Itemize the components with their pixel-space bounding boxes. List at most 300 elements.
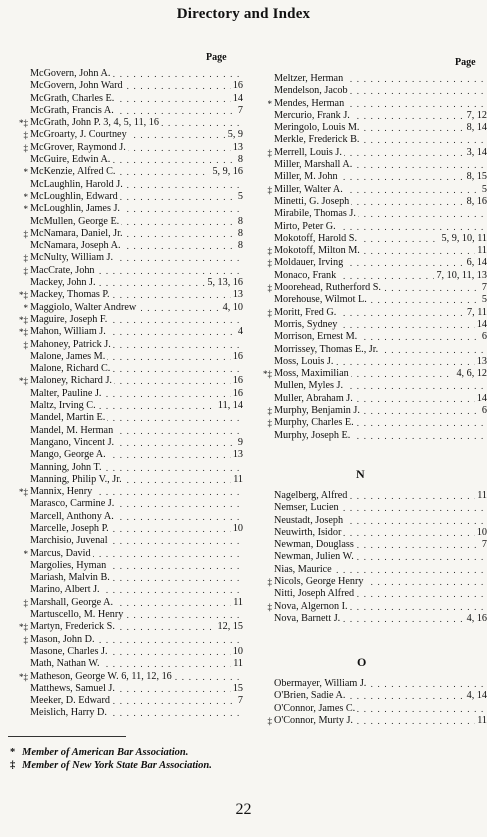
- page-column-label-left: Page: [206, 52, 227, 63]
- membership-mark: ‡: [23, 634, 28, 645]
- entry-name: Mangano, Vincent J.: [30, 436, 115, 448]
- entry-pages: 7, 10, 11, 13: [436, 269, 487, 281]
- entry-name: Nemser, Lucien: [274, 502, 339, 514]
- index-entry: [18, 412, 243, 424]
- entry-name: McNamara, Daniel, Jr.: [30, 227, 123, 239]
- entry-name: McLoughlin, Edward: [30, 190, 118, 202]
- entry-name: Nicols, George Henry: [274, 576, 364, 588]
- entry-name: McGovern, John Ward: [30, 80, 123, 92]
- index-entry: [18, 535, 243, 547]
- entry-pages: 13: [232, 289, 243, 301]
- index-entry: [262, 196, 487, 208]
- index-entry: [262, 233, 487, 245]
- index-entry: [18, 658, 243, 670]
- entry-name: McGrath, Francis A.: [30, 104, 114, 116]
- entry-pages: 4: [237, 326, 243, 338]
- entry-pages: 14: [232, 92, 243, 104]
- entry-name: McGrath, John P. 3, 4, 5, 11, 16: [30, 117, 159, 129]
- index-entry: [18, 117, 243, 129]
- entry-name: Margolies, Hyman: [30, 559, 107, 571]
- entry-name: Mackey, John J.: [30, 277, 96, 289]
- index-entry: [18, 105, 243, 117]
- section-n-list: [262, 490, 487, 625]
- entry-name: Morris, Sydney: [274, 318, 338, 330]
- index-entry: [18, 425, 243, 437]
- entry-name: McGuire, Edwin A.: [30, 154, 111, 166]
- index-entry: [262, 257, 487, 269]
- entry-pages: 8, 15: [466, 171, 487, 183]
- membership-mark: ‡: [267, 601, 272, 612]
- entry-name: Maloney, Richard J.: [30, 375, 112, 387]
- entry-name: Meeker, D. Edward: [30, 695, 110, 707]
- index-entry: [18, 80, 243, 92]
- index-entry: [18, 695, 243, 707]
- index-entry: [262, 601, 487, 613]
- index-entry: [262, 678, 487, 690]
- entry-name: Malone, Richard C.: [30, 363, 111, 375]
- right-column: [262, 73, 487, 442]
- entry-name: Malone, James M.: [30, 350, 106, 362]
- entry-pages: 8, 16: [466, 195, 487, 207]
- entry-name: Mango, George A.: [30, 449, 106, 461]
- entry-pages: 4, 16: [466, 612, 487, 624]
- entry-name: Moritt, Fred G.: [274, 306, 337, 318]
- entry-name: Mackey, Thomas P.: [30, 289, 110, 301]
- entry-name: McGrath, Charles E.: [30, 92, 115, 104]
- entry-pages: 11: [233, 473, 243, 485]
- entry-name: Marino, Albert J.: [30, 584, 100, 596]
- entry-name: Nova, Barnett J.: [274, 612, 341, 624]
- entry-pages: 16: [232, 80, 243, 92]
- index-entry: [18, 339, 243, 351]
- entry-name: Martyn, Frederick S.: [30, 621, 115, 633]
- index-entry: [18, 240, 243, 252]
- index-entry: [18, 474, 243, 486]
- entry-name: Miller, Walter A.: [274, 183, 343, 195]
- index-entry: [262, 576, 487, 588]
- index-entry: [18, 511, 243, 523]
- entry-pages: 5: [481, 294, 487, 306]
- entry-name: McLaughlin, Harold J.: [30, 178, 123, 190]
- entry-pages: 8: [237, 215, 243, 227]
- entry-pages: 6: [481, 405, 487, 417]
- entry-pages: 13: [232, 449, 243, 461]
- membership-mark: ‡: [267, 246, 272, 257]
- entry-name: Nagelberg, Alfred: [274, 490, 348, 501]
- membership-mark: ‡: [23, 142, 28, 153]
- entry-name: McGovern, John A.: [30, 68, 111, 79]
- index-entry: [262, 405, 487, 417]
- entry-name: Mahoney, Patrick J.: [30, 338, 111, 350]
- index-entry: [262, 356, 487, 368]
- entry-name: Math, Nathan W.: [30, 658, 100, 670]
- entry-pages: 16: [232, 350, 243, 362]
- footnotes: [10, 746, 212, 772]
- entry-name: Monaco, Frank: [274, 269, 337, 281]
- entry-name: Moorehead, Rutherford S.: [274, 282, 381, 294]
- entry-name: McMullen, George E.: [30, 215, 120, 227]
- index-entry: [262, 319, 487, 331]
- entry-name: Marasco, Carmine J.: [30, 498, 115, 510]
- entry-name: O'Connor, Murty J.: [274, 714, 353, 726]
- footnote-aba: [10, 746, 212, 759]
- entry-pages: 7: [481, 539, 487, 551]
- page-number: 22: [235, 801, 252, 818]
- entry-name: O'Brien, Sadie A.: [274, 690, 346, 702]
- index-entry: [18, 289, 243, 301]
- entry-name: Maltz, Irving C.: [30, 400, 96, 412]
- entry-name: Moss, Louis J.: [274, 355, 334, 367]
- membership-mark: ‡: [267, 147, 272, 158]
- entry-name: McKenzie, Alfred C.: [30, 166, 116, 178]
- membership-mark: *: [23, 191, 28, 202]
- index-entry: [262, 270, 487, 282]
- index-entry: [18, 548, 243, 560]
- index-entry: [262, 122, 487, 134]
- index-entry: [262, 527, 487, 539]
- entry-name: McNamara, Joseph A.: [30, 240, 121, 252]
- entry-name: Muller, Abraham J.: [274, 392, 353, 404]
- index-entry: [262, 690, 487, 702]
- entry-name: Morehouse, Wilmot L.: [274, 294, 367, 306]
- entry-name: Merkle, Frederick B.: [274, 134, 360, 146]
- entry-pages: 11: [477, 490, 487, 501]
- footnote-rule: [8, 736, 126, 737]
- membership-mark: *‡: [263, 369, 272, 380]
- entry-name: Morrissey, Thomas E., Jr.: [274, 343, 379, 355]
- index-entry: [262, 159, 487, 171]
- membership-mark: ‡: [23, 228, 28, 239]
- entry-name: Mendelson, Jacob: [274, 85, 348, 97]
- entry-name: Moldauer, Irving: [274, 257, 344, 269]
- entry-pages: 4, 14: [466, 690, 487, 702]
- entry-name: Miller, Marshall A.: [274, 159, 353, 171]
- entry-name: Mullen, Myles J.: [274, 380, 344, 392]
- entry-name: Mendes, Herman: [274, 97, 345, 109]
- index-entry: [262, 368, 487, 380]
- section-letter-n: N: [356, 467, 365, 481]
- entry-name: Mandel, Martin E.: [30, 412, 106, 424]
- index-entry: [262, 98, 487, 110]
- entry-name: Mokotoff, Milton M.: [274, 245, 360, 257]
- membership-mark: ‡: [267, 184, 272, 195]
- index-entry: [18, 486, 243, 498]
- entry-name: Miller, M. John: [274, 171, 338, 183]
- entry-pages: 11: [233, 658, 243, 670]
- entry-pages: 14: [476, 318, 487, 330]
- entry-pages: 5: [237, 190, 243, 202]
- index-entry: [262, 564, 487, 576]
- membership-mark: ‡: [23, 265, 28, 276]
- index-entry: [262, 430, 487, 442]
- membership-mark: ‡: [23, 253, 28, 264]
- index-entry: [18, 597, 243, 609]
- index-entry: [18, 252, 243, 264]
- index-entry: [262, 221, 487, 233]
- entry-name: McGroarty, J. Courtney: [30, 129, 127, 141]
- entry-name: Newman, Julien W.: [274, 551, 354, 563]
- entry-pages: 5, 9: [227, 129, 243, 141]
- entry-pages: 11: [477, 714, 487, 726]
- entry-pages: 6: [481, 331, 487, 343]
- index-entry: [18, 191, 243, 203]
- entry-pages: 10: [232, 645, 243, 657]
- index-entry: [262, 282, 487, 294]
- membership-mark: *‡: [19, 314, 28, 325]
- membership-mark: *‡: [19, 290, 28, 301]
- index-entry: [262, 539, 487, 551]
- entry-name: Marcell, Anthony A.: [30, 510, 114, 522]
- page-title: Directory and Index: [176, 6, 311, 22]
- index-entry: [262, 417, 487, 429]
- index-entry: [18, 671, 243, 683]
- entry-name: Marcelle, Joseph P.: [30, 522, 109, 534]
- entry-pages: 6, 14: [466, 257, 487, 269]
- footnote-symbol: ‡: [10, 760, 16, 771]
- membership-mark: *‡: [19, 118, 28, 129]
- entry-name: Matheson, George W. 6, 11, 12, 16: [30, 670, 172, 682]
- entry-pages: 4, 6, 12: [456, 368, 487, 380]
- membership-mark: ‡: [267, 577, 272, 588]
- index-entry: [262, 490, 487, 502]
- entry-name: Maggiolo, Walter Andrew: [30, 301, 137, 313]
- index-entry: [18, 683, 243, 695]
- footnote-nysba: [10, 759, 212, 772]
- entry-name: MacCrate, John: [30, 264, 95, 276]
- index-entry: [18, 572, 243, 584]
- entry-pages: 5: [481, 183, 487, 195]
- entry-name: Matthews, Samuel J.: [30, 682, 115, 694]
- entry-name: Merrell, Louis J.: [274, 146, 342, 158]
- entry-name: Minetti, G. Joseph: [274, 195, 350, 207]
- membership-mark: ‡: [267, 307, 272, 318]
- index-entry: [18, 449, 243, 461]
- entry-name: Maguire, Joseph F.: [30, 313, 108, 325]
- index-entry: [262, 551, 487, 563]
- index-entry: [18, 707, 243, 719]
- index-entry: [18, 302, 243, 314]
- entry-pages: 16: [232, 375, 243, 387]
- membership-mark: ‡: [267, 418, 272, 429]
- index-entry: [18, 523, 243, 535]
- index-entry: [262, 588, 487, 600]
- index-entry: [18, 560, 243, 572]
- index-entry: [262, 147, 487, 159]
- entry-name: Mirabile, Thomas J.: [274, 208, 356, 220]
- entry-name: O'Connor, James C.: [274, 702, 356, 714]
- entry-pages: 5, 9, 10, 11: [441, 232, 487, 244]
- entry-pages: 13: [232, 141, 243, 153]
- entry-pages: 14: [476, 392, 487, 404]
- entry-name: Manning, Philip V., Jr.: [30, 473, 122, 485]
- index-entry: [262, 703, 487, 715]
- footnote-text: Member of American Bar Association.: [22, 747, 189, 758]
- entry-pages: 8: [237, 227, 243, 239]
- index-entry: [18, 93, 243, 105]
- index-entry: [18, 203, 243, 215]
- index-entry: [18, 621, 243, 633]
- left-column: [18, 68, 243, 720]
- entry-pages: 7: [481, 282, 487, 294]
- footnote-symbol: *: [10, 747, 16, 758]
- entry-pages: 16: [232, 387, 243, 399]
- membership-mark: *: [23, 302, 28, 313]
- entry-name: Morrison, Ernest M.: [274, 331, 358, 343]
- entry-pages: 4, 10: [222, 301, 243, 313]
- entry-name: Newman, Douglass: [274, 539, 354, 551]
- entry-pages: 9: [237, 436, 243, 448]
- entry-name: Mahon, William J.: [30, 326, 106, 338]
- index-entry: [18, 216, 243, 228]
- entry-name: Mason, John D.: [30, 633, 95, 645]
- index-entry: [18, 584, 243, 596]
- entry-pages: 3, 14: [466, 146, 487, 158]
- index-entry: [18, 400, 243, 412]
- entry-pages: 7: [237, 695, 243, 707]
- entry-pages: 5, 9, 16: [212, 166, 243, 178]
- index-entry: [262, 184, 487, 196]
- index-entry: [262, 515, 487, 527]
- entry-pages: 7: [237, 104, 243, 116]
- entry-pages: 7, 12: [466, 109, 487, 121]
- entry-name: Mariash, Malvin B.: [30, 572, 110, 584]
- index-entry: [262, 331, 487, 343]
- index-entry: [18, 265, 243, 277]
- membership-mark: ‡: [267, 715, 272, 726]
- entry-pages: 11: [233, 596, 243, 608]
- index-entry: [18, 462, 243, 474]
- entry-name: Marchisio, Juvenal: [30, 535, 108, 547]
- index-entry: [262, 134, 487, 146]
- membership-mark: *‡: [19, 327, 28, 338]
- entry-name: Meltzer, Herman: [274, 73, 344, 84]
- index-entry: [18, 326, 243, 338]
- membership-mark: *‡: [19, 376, 28, 387]
- entry-name: Marshall, George A.: [30, 596, 113, 608]
- entry-name: Mokotoff, Harold S.: [274, 232, 358, 244]
- membership-mark: ‡: [267, 258, 272, 269]
- membership-mark: *: [267, 98, 272, 109]
- index-entry: [18, 351, 243, 363]
- entry-name: Nitti, Joseph Alfred: [274, 588, 355, 600]
- entry-name: Neuwirth, Isidor: [274, 526, 342, 538]
- section-o-list: [262, 678, 487, 727]
- index-entry: [18, 646, 243, 658]
- membership-mark: *: [23, 167, 28, 178]
- index-entry: [18, 277, 243, 289]
- membership-mark: ‡: [23, 339, 28, 350]
- index-entry: [262, 613, 487, 625]
- membership-mark: *‡: [19, 671, 28, 682]
- entry-name: Marcus, David: [30, 547, 91, 559]
- entry-name: Murphy, Charles E.: [274, 417, 354, 429]
- entry-name: Mercurio, Frank J.: [274, 109, 350, 121]
- entry-name: Moss, Maximilian: [274, 368, 349, 380]
- entry-pages: 13: [476, 355, 487, 367]
- index-entry: [262, 380, 487, 392]
- entry-pages: 8: [237, 240, 243, 252]
- entry-pages: 15: [232, 682, 243, 694]
- entry-name: Masone, Charles J.: [30, 645, 108, 657]
- entry-name: Neustadt, Joseph: [274, 514, 344, 526]
- entry-name: Nias, Maurice: [274, 563, 332, 575]
- entry-name: McLoughlin, James J.: [30, 203, 120, 215]
- entry-name: McNulty, William J.: [30, 252, 114, 264]
- index-entry: [18, 154, 243, 166]
- entry-pages: 11, 14: [217, 400, 243, 412]
- entry-name: Murphy, Benjamin J.: [274, 405, 360, 417]
- membership-mark: ‡: [267, 406, 272, 417]
- entry-name: Meringolo, Louis M.: [274, 122, 360, 134]
- entry-name: Obermayer, William J.: [274, 678, 367, 689]
- index-entry: [262, 344, 487, 356]
- index-entry: [262, 245, 487, 257]
- membership-mark: ‡: [23, 130, 28, 141]
- index-entry: [262, 294, 487, 306]
- membership-mark: *‡: [19, 487, 28, 498]
- footnote-text: Member of New York State Bar Association.: [22, 760, 212, 771]
- index-entry: [262, 110, 487, 122]
- index-entry: [18, 363, 243, 375]
- entry-name: Malter, Pauline J.: [30, 387, 102, 399]
- index-entry: [262, 171, 487, 183]
- entry-pages: 11: [477, 245, 487, 257]
- index-entry: [18, 228, 243, 240]
- entry-name: McGrover, Raymond J.: [30, 141, 126, 153]
- index-entry: [18, 609, 243, 621]
- entry-pages: 8, 14: [466, 122, 487, 134]
- index-entry: [18, 375, 243, 387]
- index-entry: [18, 388, 243, 400]
- index-entry: [262, 715, 487, 727]
- entry-pages: 7, 11: [467, 306, 487, 318]
- index-entry: [18, 129, 243, 141]
- index-entry: [18, 498, 243, 510]
- index-entry: [18, 634, 243, 646]
- index-entry: [262, 73, 487, 85]
- entry-pages: 12, 15: [217, 621, 243, 633]
- entry-name: Murphy, Joseph E.: [274, 429, 351, 441]
- index-entry: [262, 85, 487, 97]
- membership-mark: ‡: [23, 597, 28, 608]
- entry-name: Mandel, M. Herman: [30, 424, 114, 436]
- entry-pages: 10: [232, 522, 243, 534]
- membership-mark: *‡: [19, 622, 28, 633]
- index-entry: [18, 166, 243, 178]
- index-entry: [18, 179, 243, 191]
- page-column-label-right: Page: [455, 57, 476, 68]
- entry-name: Nova, Algernon I.: [274, 600, 348, 612]
- index-entry: [262, 307, 487, 319]
- membership-mark: *: [23, 548, 28, 559]
- membership-mark: ‡: [267, 283, 272, 294]
- membership-mark: *: [23, 204, 28, 215]
- index-entry: [262, 502, 487, 514]
- entry-name: Mirto, Peter G.: [274, 220, 336, 232]
- index-entry: [262, 208, 487, 220]
- entry-name: Mannix, Henry: [30, 486, 93, 498]
- entry-pages: 8: [237, 154, 243, 166]
- section-letter-o: O: [357, 655, 367, 669]
- entry-name: Meislich, Harry D.: [30, 707, 107, 719]
- entry-name: Manning, John T.: [30, 461, 102, 473]
- entry-name: Martuscello, M. Henry: [30, 609, 124, 621]
- entry-pages: 5, 13, 16: [207, 277, 243, 289]
- index-entry: [18, 314, 243, 326]
- index-entry: [18, 142, 243, 154]
- entry-pages: 10: [476, 526, 487, 538]
- index-entry: [18, 68, 243, 80]
